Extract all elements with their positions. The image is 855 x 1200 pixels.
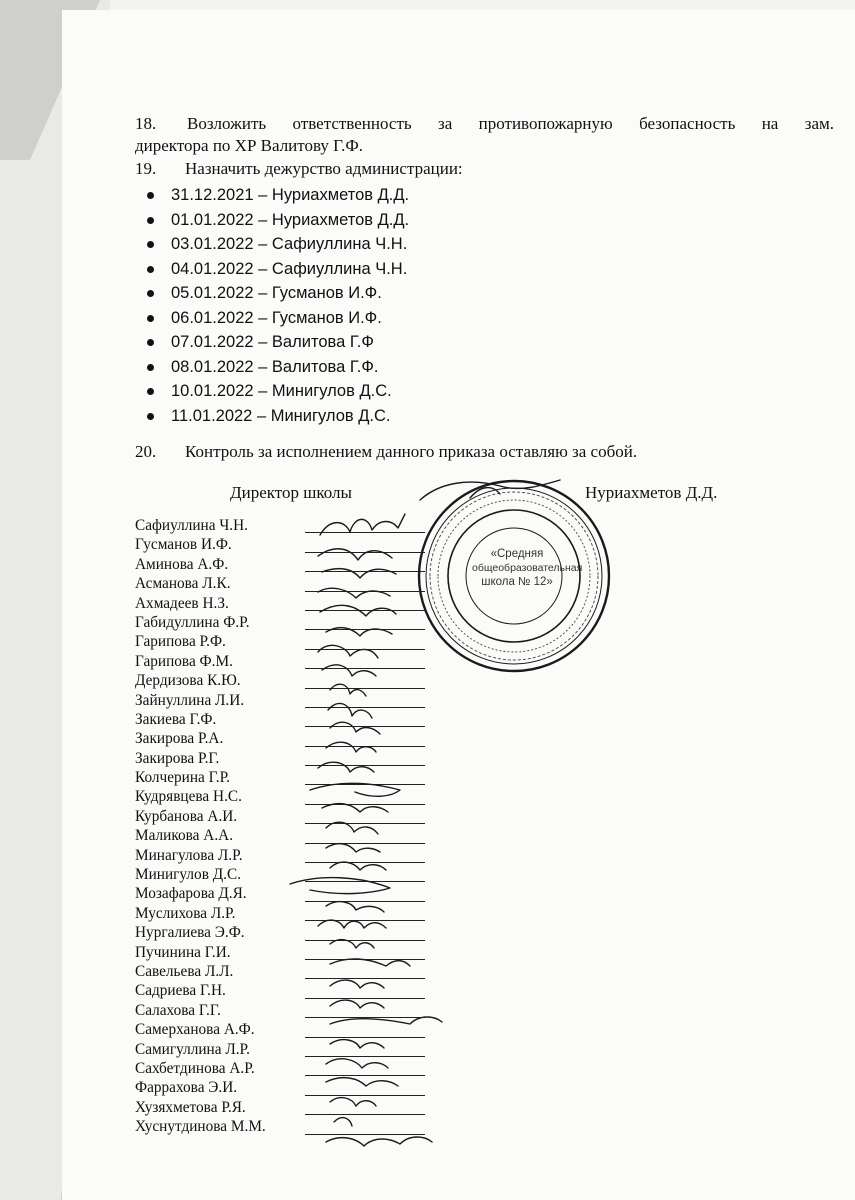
list-item: Дердизова К.Ю. — [135, 671, 425, 690]
list-item: Гарипова Ф.М. — [135, 652, 425, 671]
list-item: 11.01.2022 – Минигулов Д.С. — [145, 404, 409, 429]
list-item: 08.01.2022 – Валитова Г.Ф. — [145, 355, 409, 380]
list-item: Закирова Р.Г. — [135, 749, 425, 768]
list-item: Пучинина Г.И. — [135, 943, 425, 962]
bullet-icon — [147, 413, 154, 420]
list-item: 01.01.2022 – Нуриахметов Д.Д. — [145, 208, 409, 233]
list-item: Асманова Л.К. — [135, 574, 425, 593]
list-item: Нургалиева Э.Ф. — [135, 923, 425, 942]
list-item: 05.01.2022 – Гусманов И.Ф. — [145, 281, 409, 306]
list-item: Сахбетдинова А.Р. — [135, 1059, 425, 1078]
item-18-text-line1: Возложить ответственность за противопожарную безопасность на зам. — [187, 114, 834, 133]
director-name: Нуриахметов Д.Д. — [585, 483, 718, 502]
item-18-number: 18. — [135, 114, 157, 133]
list-item: Сафиуллина Ч.Н. — [135, 516, 425, 535]
list-item: Хуснутдинова М.М. — [135, 1117, 425, 1136]
item-19-number: 19. — [135, 159, 157, 178]
list-item: Ахмадеев Н.З. — [135, 594, 425, 613]
list-item: Самерханова А.Ф. — [135, 1020, 425, 1039]
list-item: 04.01.2022 – Сафиуллина Ч.Н. — [145, 257, 409, 282]
list-item: Зайнуллина Л.И. — [135, 691, 425, 710]
list-item: 03.01.2022 – Сафиуллина Ч.Н. — [145, 232, 409, 257]
list-item: Гарипова Р.Ф. — [135, 632, 425, 651]
item-20-text: Контроль за исполнением данного приказа оставляю за собой. — [185, 442, 638, 461]
list-item: Габидуллина Ф.Р. — [135, 613, 425, 632]
item-20-number: 20. — [135, 442, 157, 461]
bullet-icon — [147, 315, 154, 322]
bullet-icon — [147, 192, 154, 199]
list-item: Минигулов Д.С. — [135, 865, 425, 884]
list-item: Закирова Р.А. — [135, 729, 425, 748]
bullet-icon — [147, 290, 154, 297]
director-title: Директор школы — [230, 483, 352, 502]
bullet-icon — [147, 339, 154, 346]
acknowledgement-list — [135, 516, 425, 1137]
stamp-line3: школа № 12» — [481, 576, 553, 588]
list-item: Аминова А.Ф. — [135, 555, 425, 574]
bullet-icon — [147, 241, 154, 248]
list-item: Хузяхметова Р.Я. — [135, 1098, 425, 1117]
list-item: Закиева Г.Ф. — [135, 710, 425, 729]
list-item: Колчерина Г.Р. — [135, 768, 425, 787]
list-item: 07.01.2022 – Валитова Г.Ф — [145, 330, 409, 355]
duty-schedule-list — [145, 183, 409, 428]
list-item: Мозафарова Д.Я. — [135, 884, 425, 903]
list-item: Курбанова А.И. — [135, 807, 425, 826]
list-item: 06.01.2022 – Гусманов И.Ф. — [145, 306, 409, 331]
list-item: 10.01.2022 – Минигулов Д.С. — [145, 379, 409, 404]
bullet-icon — [147, 217, 154, 224]
list-item: Самигуллина Л.Р. — [135, 1040, 425, 1059]
bullet-icon — [147, 364, 154, 371]
list-item: Салахова Г.Г. — [135, 1001, 425, 1020]
stamp-line2: общеобразовательная — [472, 562, 583, 574]
list-item: Минагулова Л.Р. — [135, 846, 425, 865]
item-18-text-line2: директора по ХР Валитову Г.Ф. — [135, 136, 364, 155]
list-item: Фаррахова Э.И. — [135, 1078, 425, 1097]
list-item: Савельева Л.Л. — [135, 962, 425, 981]
list-item: Гусманов И.Ф. — [135, 535, 425, 554]
item-19-text: Назначить дежурство администрации: — [185, 159, 463, 178]
bullet-icon — [147, 388, 154, 395]
list-item: Маликова А.А. — [135, 826, 425, 845]
list-item: Кудрявцева Н.С. — [135, 787, 425, 806]
stamp-line1: «Средняя — [490, 548, 544, 560]
list-item: Садриева Г.Н. — [135, 981, 425, 1000]
list-item: Муслихова Л.Р. — [135, 904, 425, 923]
bullet-icon — [147, 266, 154, 273]
list-item: 31.12.2021 – Нуриахметов Д.Д. — [145, 183, 409, 208]
stamp-text — [472, 547, 583, 589]
